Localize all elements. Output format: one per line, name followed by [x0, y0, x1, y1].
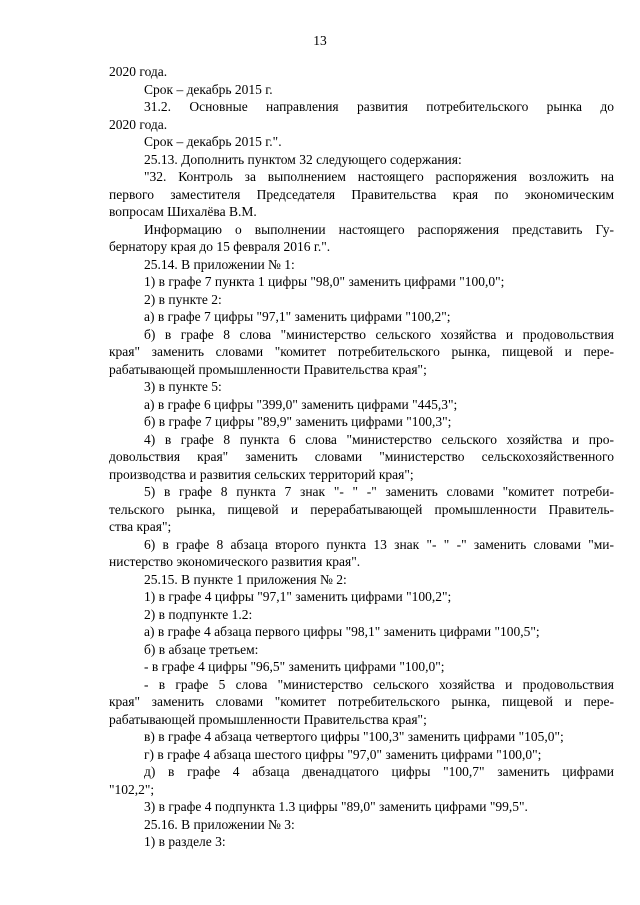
text-line: Срок – декабрь 2015 г.: [144, 81, 273, 97]
text-line: а) в графе 6 цифры "399,0" заменить цифрами "445,3";: [144, 396, 458, 412]
text-line: 25.14. В приложении № 1:: [144, 256, 295, 272]
text-line: г) в графе 4 абзаца шестого цифры "97,0" заменить цифрами "100,0";: [144, 746, 542, 762]
text-line: 25.16. В приложении № 3:: [144, 816, 295, 832]
text-line: тельского рынка, пищевой и перерабатывающей промышленности Правитель-: [109, 501, 614, 517]
text-line: 3) в пункте 5:: [144, 379, 222, 394]
text-line: 5) в графе 8 пункта 7 знак "- " -" заменить словами "комитет потреби-: [144, 484, 614, 499]
text-line: а) в графе 7 цифры "97,1" заменить цифрами "100,2";: [144, 309, 451, 324]
text-line: 25.15. В пункте 1 приложения № 2:: [144, 571, 347, 587]
text-line: края" заменить словами "комитет потребительского рынка, пищевой и пере-: [109, 694, 614, 709]
document-body: [109, 63, 614, 851]
text-line: края" заменить словами "комитет потребительского рынка, пищевой и пере-: [109, 344, 614, 359]
text-line: 1) в графе 4 цифры "97,1" заменить цифрами "100,2";: [144, 589, 452, 604]
text-line: довольствия края" заменить словами "министерство сельскохозяйственного: [109, 449, 614, 464]
text-line: а) в графе 4 абзаца первого цифры "98,1" заменить цифрами "100,5";: [144, 624, 540, 639]
text-line: б) в графе 7 цифры "89,9" заменить цифрами "100,3";: [144, 414, 452, 429]
text-line: - в графе 5 слова "министерство сельского хозяйства и продовольствия: [144, 676, 614, 692]
text-line: 25.13. Дополнить пунктом 32 следующего содержания:: [144, 151, 462, 167]
text-line: б) в графе 8 слова "министерство сельского хозяйства и продовольствия: [144, 326, 614, 342]
text-line: 1) в графе 7 пункта 1 цифры "98,0" заменить цифрами "100,0";: [144, 274, 505, 289]
text-line: вопросам Шихалёва В.М.: [109, 204, 257, 219]
text-line: 6) в графе 8 абзаца второго пункта 13 знак "- " -" заменить словами "ми-: [144, 536, 614, 552]
text-line: б) в абзаце третьем:: [144, 641, 259, 657]
text-line: "32. Контроль за выполнением настоящего распоряжения возложить на: [144, 169, 614, 184]
text-line: бернатору края до 15 февраля 2016 г.".: [109, 239, 331, 254]
text-line: производства и развития сельских территорий края";: [109, 466, 414, 482]
text-line: нистерство экономического развития края".: [109, 554, 361, 569]
text-line: - в графе 4 цифры "96,5" заменить цифрами "100,0";: [144, 659, 445, 674]
text-line: рабатывающей промышленности Правительства края";: [109, 361, 427, 377]
text-line: "102,2";: [109, 781, 155, 797]
text-line: Информацию о выполнении настоящего распоряжения представить Гу-: [144, 221, 614, 237]
text-line: 4) в графе 8 пункта 6 слова "министерство сельского хозяйства и про-: [144, 431, 614, 447]
text-line: Срок – декабрь 2015 г.".: [144, 134, 282, 149]
text-line: 2020 года.: [109, 116, 168, 132]
text-line: 3) в графе 4 подпункта 1.3 цифры "89,0" заменить цифрами "99,5".: [144, 799, 528, 814]
text-line: 1) в разделе 3:: [144, 834, 226, 849]
page-number: 13: [313, 33, 327, 48]
text-line: д) в графе 4 абзаца двенадцатого цифры "100,7" заменить цифрами: [144, 764, 614, 779]
text-line: 2) в пункте 2:: [144, 291, 222, 307]
text-line: 2020 года.: [109, 64, 168, 79]
text-line: рабатывающей промышленности Правительства края";: [109, 711, 427, 727]
text-line: 2) в подпункте 1.2:: [144, 606, 253, 622]
text-line: 31.2. Основные направления развития потребительского рынка до: [144, 99, 614, 114]
text-line: ства края";: [109, 519, 172, 534]
text-line: первого заместителя Председателя Правительства края по экономическим: [109, 186, 614, 202]
text-line: в) в графе 4 абзаца четвертого цифры "100,3" заменить цифрами "105,0";: [144, 729, 564, 744]
